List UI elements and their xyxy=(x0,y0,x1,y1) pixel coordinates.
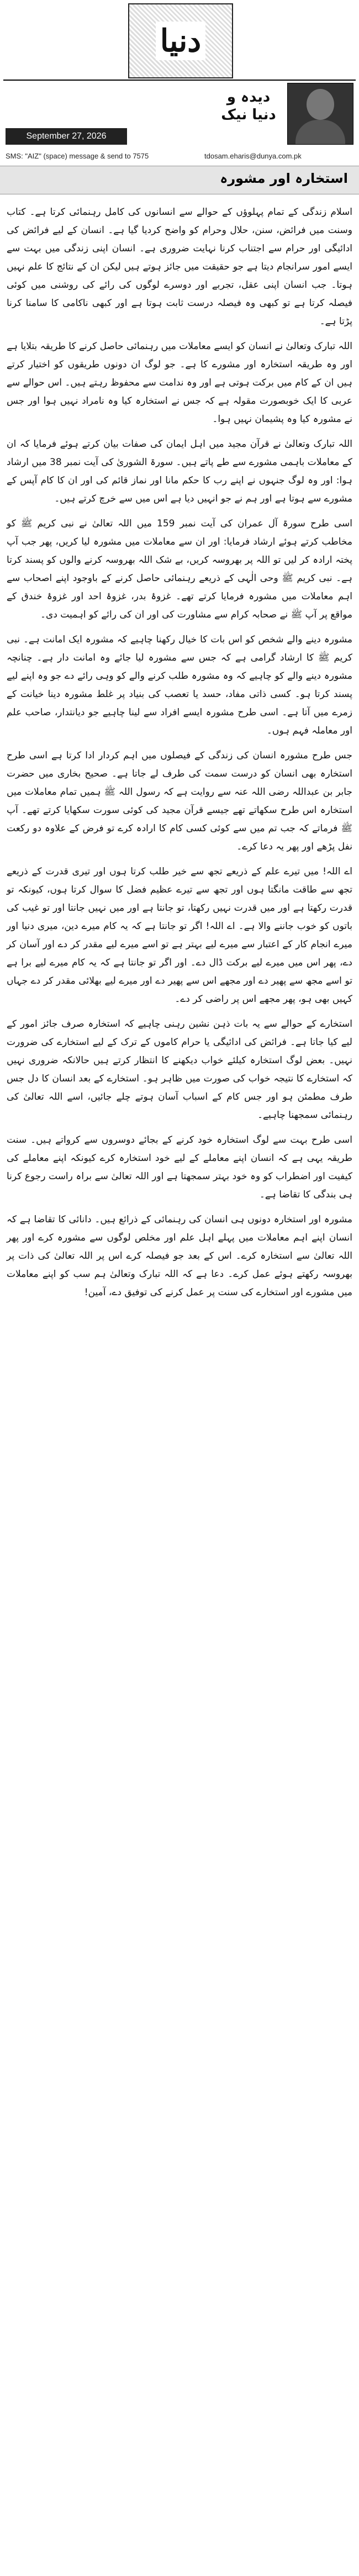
paragraph: اللہ تبارک وتعالیٰ نے قرآن مجید میں اہل ایمان کی صفات بیان کرتے ہوئے فرمایا کہ ان کے معاملات باہمی مشورے سے طے پاتے ہیں۔ سورۃ الشوریٰ کی آیت نمبر 38 میں ارشاد ہوا: اور وہ لوگ جنہوں نے اپنے رب کا حکم مانا اور نماز قائم کی اور ان کا کام آپس کے مشورے سے ہوتا ہے اور ہم نے جو انہیں دیا ہے اس میں سے خرچ کرتے ہیں۔ xyxy=(7,439,352,504)
title-strip xyxy=(0,166,359,194)
paragraph: اسی طرح بہت سے لوگ استخارہ خود کرنے کے بجائے دوسروں سے کرواتے ہیں۔ سنت طریقہ یہی ہے کہ انسان اپنے معاملے کے لیے خود استخارہ کرے کیونکہ اپنے معاملے کی کیفیت اور اضطراب کو وہ خود بہتر سمجھتا ہے اور اللہ تعالیٰ سے براہ راست رجوع کرنا ہی بندگی کا تقاضا ہے۔ xyxy=(7,1134,352,1200)
newspaper-logo xyxy=(128,3,233,78)
paragraph: جس طرح مشورہ انسان کی زندگی کے فیصلوں میں اہم کردار ادا کرتا ہے اسی طرح استخارہ بھی انسان کو درست سمت کی طرف لے جاتا ہے۔ صحیح بخاری میں حضرت جابر بن عبداللہ رضی اللہ عنہ سے روایت ہے کہ رسول اللہ ﷺ ہمیں تمام معاملات میں استخارہ اس طرح سکھاتے تھے جیسے قرآن مجید کی کوئی سورت سکھایا کرتے تھے۔ آپ ﷺ فرماتے کہ جب تم میں سے کوئی کسی کام کا ارادہ کرے تو فرض کے علاوہ دو رکعت نفل پڑھے اور پھر یہ دعا کرے۔ xyxy=(7,750,352,852)
paragraph: اسلام زندگی کے تمام پہلوؤں کے حوالے سے انسانوں کی کامل رہنمائی کرتا ہے۔ کتاب وسنت میں فرائض، سنن، حلال وحرام کو واضح کردیا گیا ہے۔ انسان کے لیے فرائض کی ادائیگی اور حرام سے اجتناب کرنا نہایت ضروری ہے۔ انسان اپنی زندگی میں بہت سے ایسے امور سرانجام دیتا ہے جو حقیقت میں جائز ہوتے ہیں لیکن ان کے نتائج کا علم نہیں ہوتا۔ جب انسان اپنی عقل، تجربے اور دوسرے لوگوں کی رائے کی روشنی میں کوئی فیصلہ کرتا ہے تو کبھی وہ فیصلہ درست ثابت ہوتا ہے اور کبھی ناکامی کا سامنا کرنا پڑتا ہے۔ xyxy=(7,207,352,327)
header-divider xyxy=(3,80,356,81)
author-photo-head xyxy=(307,89,334,120)
paragraph: اللہ تبارک وتعالیٰ نے انسان کو ایسے معاملات میں رہنمائی حاصل کرنے کا طریقہ بتلایا ہے اور وہ طریقہ استخارہ اور مشورے کا ہے۔ جو لوگ ان دونوں طریقوں کو اختیار کرتے ہیں ان کے کام میں برکت ہوتی ہے اور وہ ندامت سے محفوظ رہتے ہیں۔ اس حوالے سے عربی کا ایک خوبصورت مقولہ ہے کہ جس نے استخارہ کیا وہ نامراد نہیں ہوا اور جس نے مشورہ کیا وہ پشیمان نہیں ہوا۔ xyxy=(7,341,352,425)
author-email[interactable]: tdosam.eharis@dunya.com.pk xyxy=(204,152,302,160)
paragraph: مشورہ اور استخارہ دونوں ہی انسان کی رہنمائی کے ذرائع ہیں۔ دانائی کا تقاضا ہے کہ انسان اپنے اہم معاملات میں پہلے اہل علم اور مخلص لوگوں سے مشورہ کرے اور پھر اللہ تعالیٰ سے استخارہ کرے۔ اس کے بعد جو فیصلہ کرے اس پر اللہ تعالیٰ کی ذات پر بھروسہ رکھتے ہوئے عمل کرے۔ دعا ہے کہ اللہ تبارک وتعالیٰ ہم سب کو اپنے معاملات میں مشورے اور استخارے کی سنت پر عمل کرنے کی توفیق دے، آمین! xyxy=(7,1214,352,1298)
author-name: دیدہ و دنیا نیک xyxy=(221,89,276,123)
paragraph: مشورہ دینے والے شخص کو اس بات کا خیال رکھنا چاہیے کہ مشورہ ایک امانت ہے۔ نبی کریم ﷺ کا ارشاد گرامی ہے کہ جس سے مشورہ لیا جائے وہ امانت دار ہے۔ چنانچہ مشورہ دینے والے کو چاہیے کہ وہ مشورہ طلب کرنے والے کو وہی رائے دے جو وہ اپنے لیے پسند کرتا ہو۔ کسی ذاتی مفاد، حسد یا تعصب کی بنیاد پر غلط مشورہ دینا خیانت کے زمرے میں آتا ہے۔ اسی طرح مشورہ ایسے افراد سے لینا چاہیے جو دیانتدار، صاحب علم اور معاملہ فہم ہوں۔ xyxy=(7,634,352,736)
article-body xyxy=(7,203,352,1308)
page-header xyxy=(0,0,359,199)
publish-date: September 27, 2026 xyxy=(6,128,127,145)
paragraph: اے اللہ! میں تیرے علم کے ذریعے تجھ سے خیر طلب کرتا ہوں اور تیری قدرت کے ذریعے تجھ سے طاقت مانگتا ہوں اور تجھ سے تیرے عظیم فضل کا سوال کرتا ہوں، کیونکہ تو قدرت رکھتا ہے اور میں قدرت نہیں رکھتا، تو جانتا ہے اور میں نہیں جانتا اور تو غیب کی باتوں کو خوب جاننے والا ہے۔ اے اللہ! اگر تو جانتا ہے کہ یہ کام میرے دین، میری دنیا اور میرے انجام کار کے اعتبار سے میرے لیے بہتر ہے تو اسے میرے لیے مقدر کر دے اور آسان کر دے، پھر اس میں میرے لیے برکت ڈال دے۔ اور اگر تو جانتا ہے کہ یہ کام میرے لیے برا ہے تو اسے مجھ سے پھیر دے اور مجھے اس سے پھیر دے اور میرے لیے بھلائی مقدر کر دے جہاں کہیں بھی ہو، پھر مجھے اس پر راضی کر دے۔ xyxy=(7,866,352,1005)
paragraph: اسی طرح سورۃ آل عمران کی آیت نمبر 159 میں اللہ تعالیٰ نے نبی کریم ﷺ کو مخاطب کرتے ہوئے ارشاد فرمایا: اور ان سے معاملات میں مشورہ لیا کریں، پھر جب آپ پختہ ارادہ کر لیں تو اللہ پر بھروسہ کریں، بے شک اللہ بھروسہ کرنے والوں کو پسند کرتا ہے۔ نبی کریم ﷺ وحی الٰہی کے ذریعے رہنمائی حاصل کرنے کے باوجود اپنے اصحاب سے اہم معاملات میں مشورہ فرمایا کرتے تھے۔ غزوۂ بدر، غزوۂ احد اور غزوۂ خندق کے مواقع پر آپ ﷺ نے صحابہ کرام سے مشاورت کی اور ان کی رائے کو اہمیت دی۔ xyxy=(7,518,352,620)
sms-line: SMS: "AIZ" (space) message & send to 7575 xyxy=(6,152,149,160)
author-photo-body xyxy=(295,120,345,144)
masthead-text: دنیا xyxy=(156,22,205,60)
article-title: استخارہ اور مشورہ xyxy=(220,171,348,186)
author-photo xyxy=(287,83,353,145)
paragraph: استخارے کے حوالے سے یہ بات ذہن نشین رہنی چاہیے کہ استخارہ صرف جائز امور کے لیے کیا جاتا ہے۔ فرائض کی ادائیگی یا حرام کاموں کے ترک کے لیے استخارے کی ضرورت نہیں۔ بعض لوگ استخارہ کیلئے خواب دیکھنے کا انتظار کرتے ہیں حالانکہ ضروری نہیں کہ استخارے کا نتیجہ خواب کی صورت میں ظاہر ہو۔ استخارے کے بعد انسان کا دل جس طرف مطمئن ہو اور جس کام کے اسباب آسان ہوتے چلے جائیں، اسے اللہ تعالیٰ کی رہنمائی سمجھنا چاہیے۔ xyxy=(7,1018,352,1121)
